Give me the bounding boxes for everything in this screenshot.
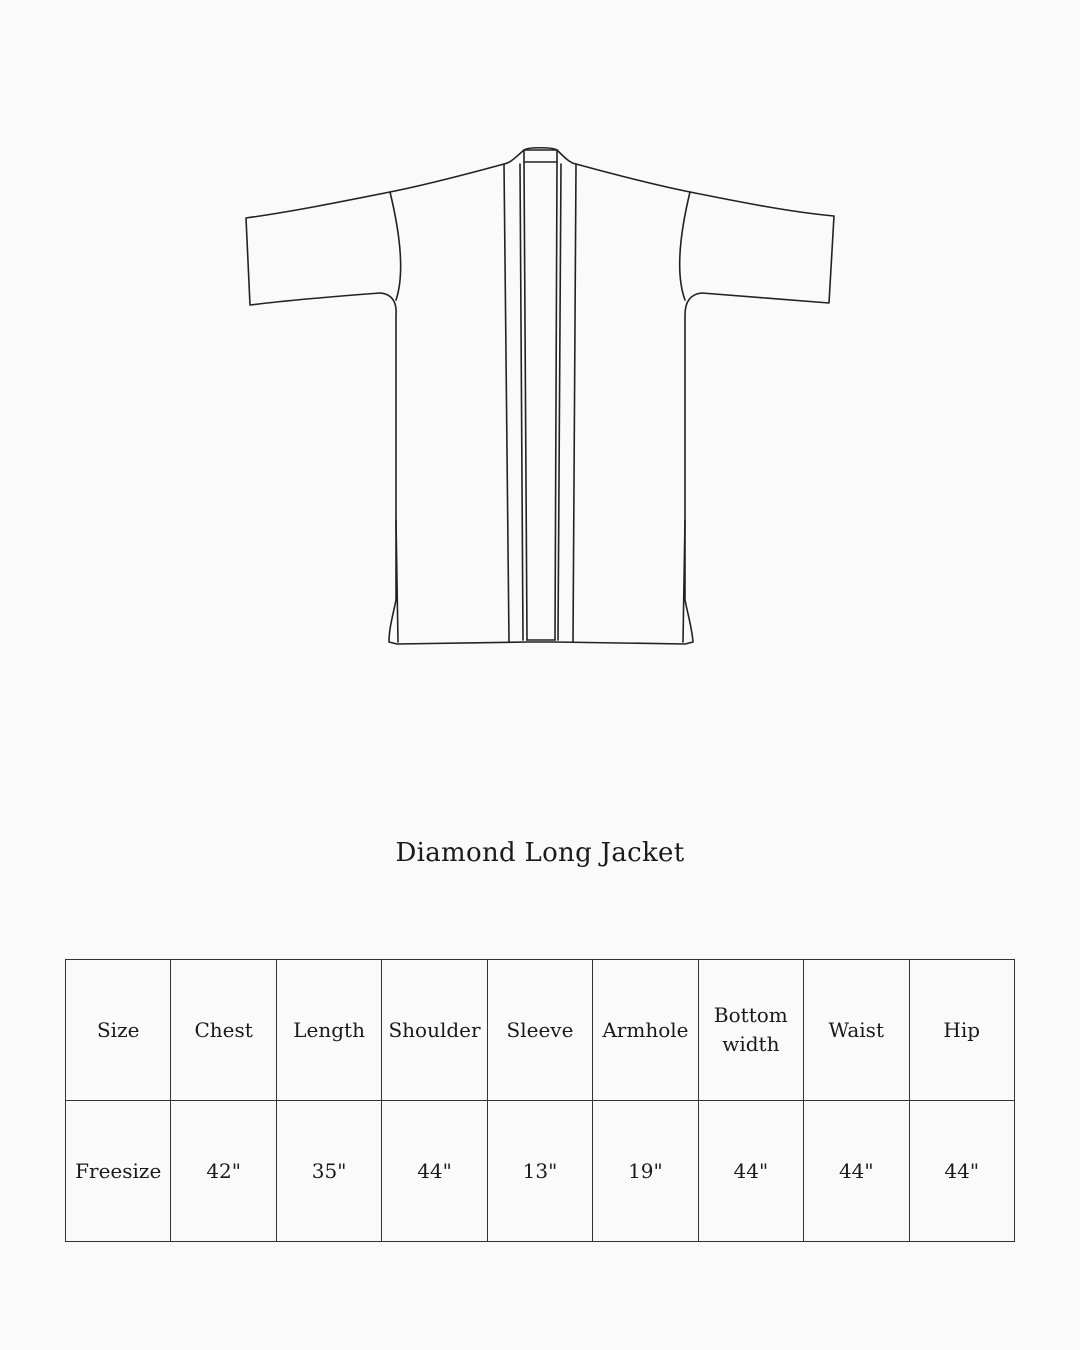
cell-armhole: 19" (593, 1101, 698, 1242)
header-sleeve: Sleeve (487, 960, 592, 1101)
cell-size: Freesize (66, 1101, 171, 1242)
size-chart-table (65, 959, 1015, 1242)
header-armhole: Armhole (593, 960, 698, 1101)
header-size: Size (66, 960, 171, 1101)
cell-hip: 44" (909, 1101, 1015, 1242)
header-hip: Hip (909, 960, 1015, 1101)
header-shoulder: Shoulder (382, 960, 487, 1101)
cell-sleeve: 13" (487, 1101, 592, 1242)
cell-length: 35" (276, 1101, 381, 1242)
cell-chest: 42" (171, 1101, 276, 1242)
size-chart-row (66, 1101, 1015, 1242)
cell-shoulder: 44" (382, 1101, 487, 1242)
cell-bottom-width: 44" (698, 1101, 803, 1242)
header-waist: Waist (804, 960, 909, 1101)
header-bottom-width: Bottom width (698, 960, 803, 1101)
cell-waist: 44" (804, 1101, 909, 1242)
size-chart-header-row (66, 960, 1015, 1101)
product-title: Diamond Long Jacket (395, 838, 685, 868)
header-length: Length (276, 960, 381, 1101)
header-chest: Chest (171, 960, 276, 1101)
